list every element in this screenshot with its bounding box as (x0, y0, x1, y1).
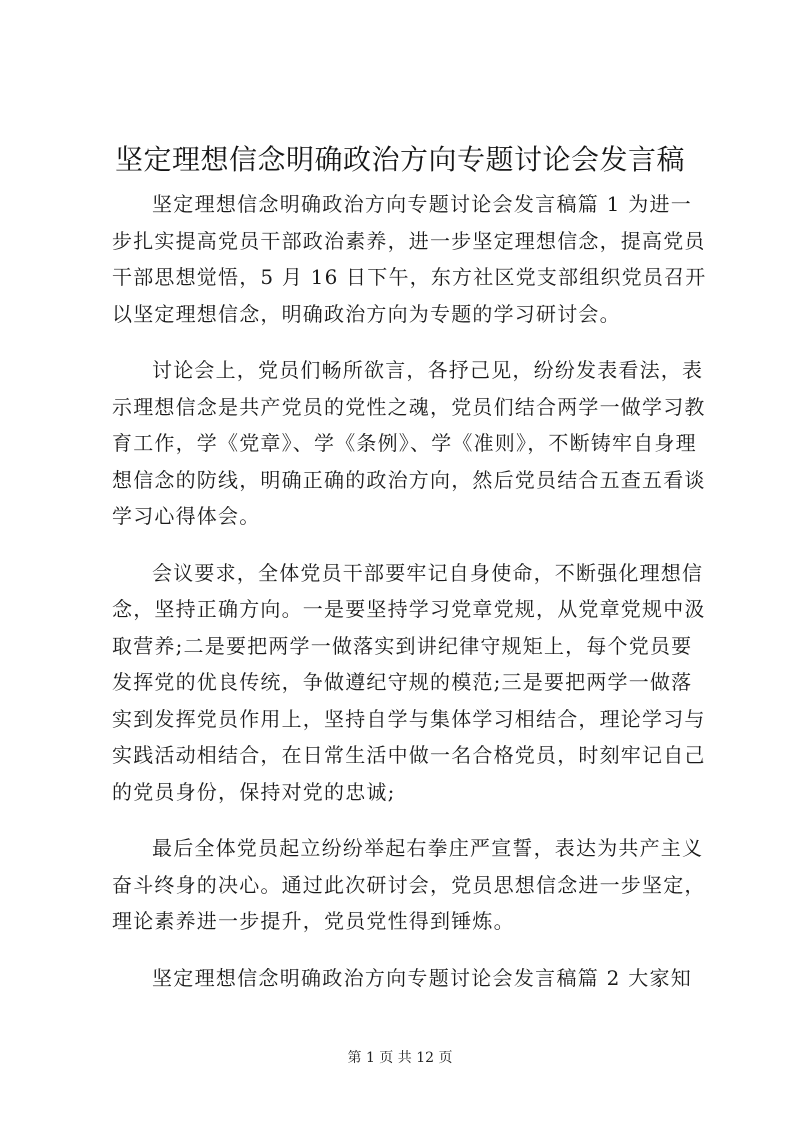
text-line: 示理想信念是共产党员的党性之魂，党员们结合两学一做学习教 (112, 394, 706, 419)
text-line: 坚定理想信念明确政治方向专题讨论会发言稿篇 2 大家知 (152, 965, 692, 990)
document-body (112, 186, 707, 1016)
text-line: 坚定理想信念明确政治方向专题讨论会发言稿篇 1 为进一 (152, 192, 692, 216)
document-title: 坚定理想信念明确政治方向专题讨论会发言稿 (114, 143, 685, 176)
text-line: 会议要求，全体党员干部要牢记自身使命，不断强化理想信 (152, 560, 704, 585)
paragraph (112, 186, 707, 332)
paragraph (112, 555, 706, 811)
text-line: 干部思想觉悟，5 月 16 日下午，东方社区党支部组织党员召开 (112, 265, 707, 289)
text-line: 步扎实提高党员干部政治素养，进一步坚定理想信念，提高党员 (112, 228, 706, 253)
text-line: 讨论会上，党员们畅所欲言，各抒己见，纷纷发表看法，表 (152, 358, 704, 382)
text-line: 育工作，学《党章》、学《条例》、学《准则》，不断铸牢自身理 (112, 431, 697, 455)
text-line: 的党员身份，保持对党的忠诚; (112, 779, 396, 804)
text-line: 学习心得体会。 (112, 504, 261, 528)
text-line: 发挥党的优良传统，争做遵纪守规的模范;三是要把两学一做落 (112, 670, 693, 694)
text-line: 以坚定理想信念，明确政治方向为专题的学习研讨会。 (112, 301, 621, 326)
text-line: 最后全体党员起立纷纷举起右拳庄严宣誓，表达为共产主义 (152, 836, 704, 860)
text-line: 实践活动相结合，在日常生活中做一名合格党员，时刻牢记自己 (112, 743, 706, 767)
text-line: 实到发挥党员作用上，坚持自学与集体学习相结合，理论学习与 (112, 706, 706, 731)
paragraph (112, 352, 706, 535)
text-line: 想信念的防线，明确正确的政治方向，然后党员结合五查五看谈 (112, 467, 706, 492)
text-line: 念，坚持正确方向。一是要坚持学习党章党规，从党章党规中汲 (112, 597, 706, 621)
paragraph (112, 960, 692, 997)
text-line: 取营养;二是要把两学一做落实到讲纪律守规矩上，每个党员要 (112, 633, 693, 658)
text-line: 奋斗终身的决心。通过此次研讨会，党员思想信念进一步坚定， (112, 872, 706, 897)
text-line: 理论素养进一步提升，党员党性得到锤炼。 (112, 909, 515, 933)
paragraph (112, 830, 706, 940)
page-footer: 第 1 页 共 12 页 (347, 1050, 453, 1066)
